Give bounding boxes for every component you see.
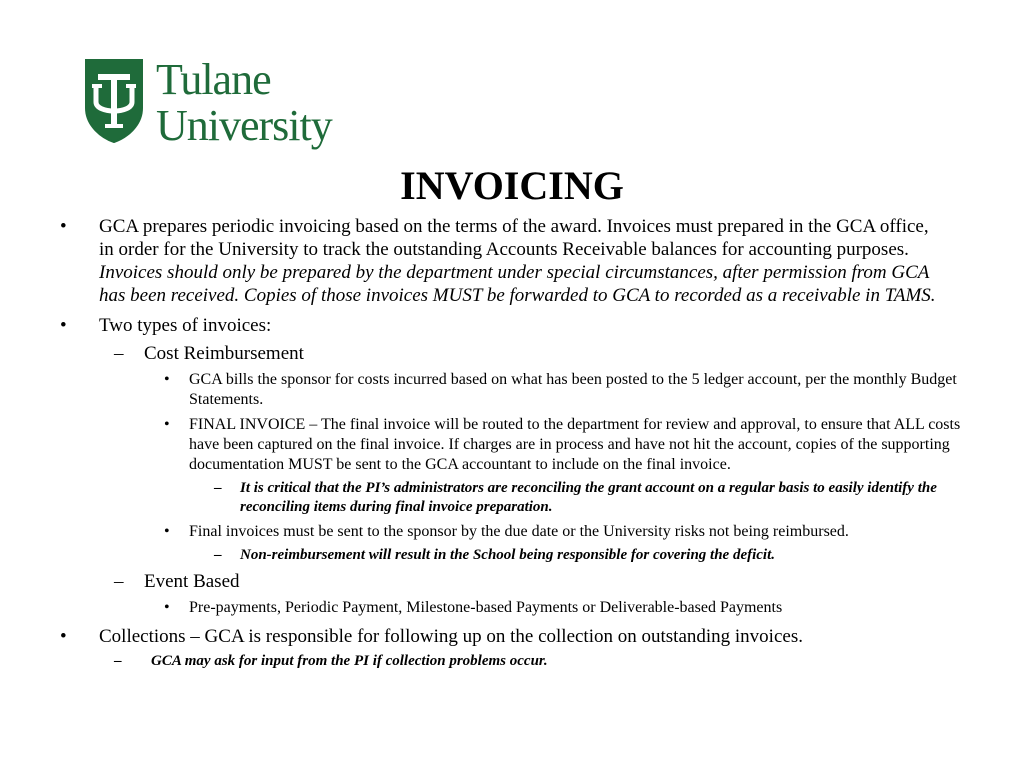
bullet-marker: • [164,416,170,433]
sub-bullet-text: Event Based [144,571,240,592]
sub-sub-bullet-text: Pre-payments, Periodic Payment, Milestone-based Payments or Deliverable-based Payments [189,599,783,616]
dash-marker: – [114,653,122,669]
tulane-wordmark [156,55,332,150]
note-non-reimbursement [0,546,970,565]
bullet-collections [0,625,939,648]
bullet-two-types [0,314,939,337]
bullet-text: Collections – GCA is responsible for following up on the collection on outstanding invoices. [99,626,803,647]
sub-bullet-text: Cost Reimbursement [144,343,304,364]
sub-bullet-cost-reimbursement [0,342,944,365]
sub-bullet-event-based [0,570,944,593]
sub-sub-bullet-text: GCA bills the sponsor for costs incurred based on what has been posted to the 5 ledger account, per the monthly Budget Statements. [189,371,957,408]
sub-sub-bullet-final-invoice [0,415,969,475]
tulane-shield-icon [84,58,144,144]
note-text: Non-reimbursement will result in the School being responsible for covering the deficit. [240,547,776,563]
dash-marker: – [214,480,222,496]
bullet-marker: • [164,523,170,540]
bullet-gca-prepares [0,215,939,307]
sub-sub-bullet-gca-bills [0,370,969,410]
note-collection-problems [0,652,951,671]
note-critical-reconciling [0,479,970,517]
sub-sub-bullet-payments [0,598,969,618]
logo-line-1: Tulane [156,55,271,104]
sub-sub-bullet-text: FINAL INVOICE – The final invoice will be routed to the department for review and approval, to ensure that ALL costs have been captured on the final invoice. If charges are in process and have not hit the account, copies of the supporting documentation MUST be sent to the GCA accountant to include on the final invoice. [189,416,961,473]
sub-sub-bullet-text: Final invoices must be sent to the sponsor by the due date or the University risks not being reimbursed. [189,523,849,540]
bullet-marker: • [60,315,67,336]
note-text: GCA may ask for input from the PI if collection problems occur. [151,653,548,669]
slide-body [0,215,1024,671]
dash-marker: – [214,547,222,563]
logo-line-2: University [156,101,332,150]
note-text: It is critical that the PI’s administrators are reconciling the grant account on a regular basis to easily identify the reconciling items during final invoice preparation. [240,480,937,515]
bullet-marker: • [60,216,67,237]
bullet-marker: • [60,626,67,647]
bullet-text: GCA prepares periodic invoicing based on the terms of the award. Invoices must prepared in the GCA office, in order for the University to track the outstanding Accounts Receivable balances for accounting purposes. [99,216,929,260]
bullet-marker: • [164,599,170,616]
bullet-text: Two types of invoices: [99,315,272,336]
dash-marker: – [114,343,124,364]
sub-sub-bullet-due-date [0,522,969,542]
dash-marker: – [114,571,124,592]
tulane-logo [84,55,354,150]
slide-title: INVOICING [400,163,624,208]
bullet-marker: • [164,371,170,388]
bullet-italic-text: Invoices should only be prepared by the department under special circumstances, after permission from GCA has been received. Copies of those invoices MUST be forwarded to GCA to recorded as a receivable in TAMS. [99,262,936,306]
